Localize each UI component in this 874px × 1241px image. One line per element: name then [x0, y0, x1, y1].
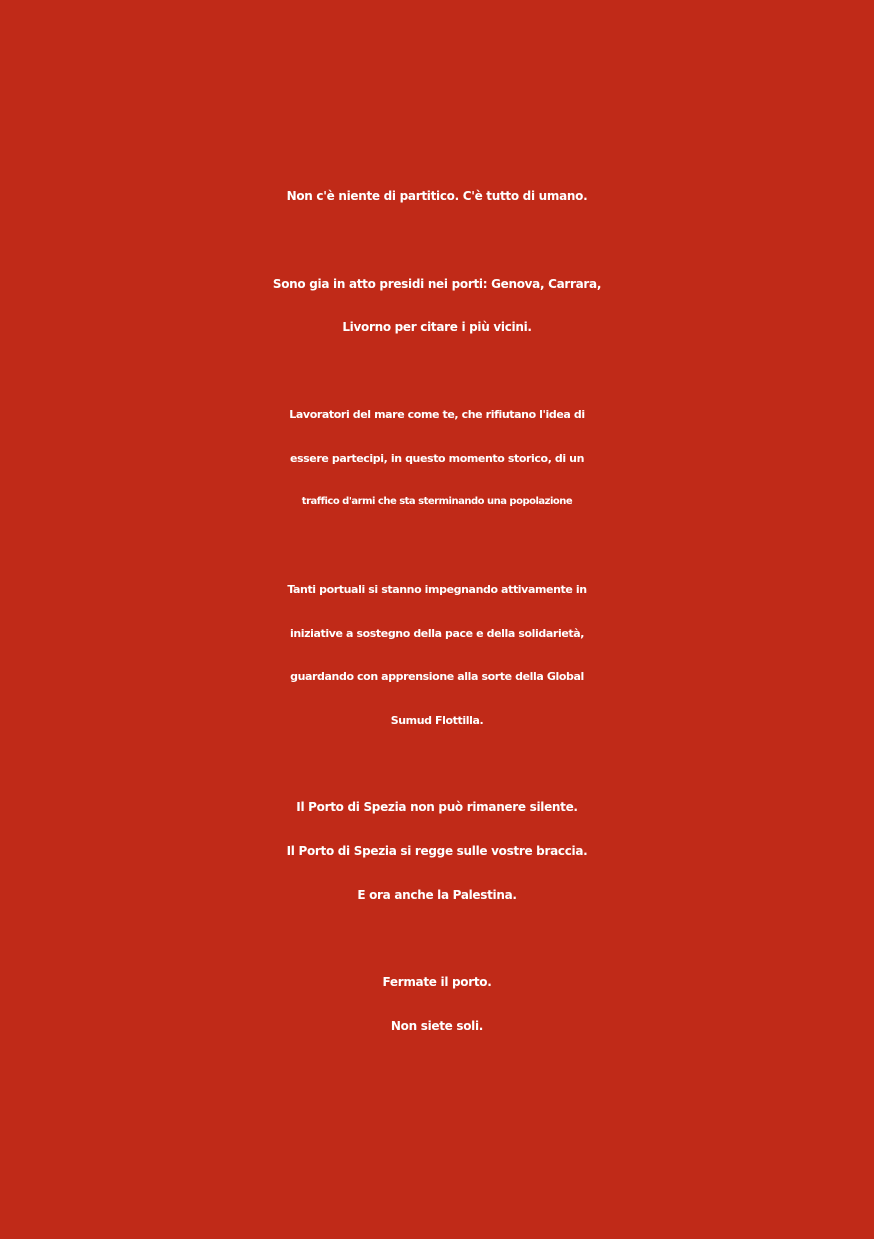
text-line: Fermate il porto. [382, 975, 492, 989]
text-line: Il Porto di Spezia non può rimanere silente. [296, 800, 578, 814]
text-line: Lavoratori del mare come te, che rifiutano l'idea di [289, 408, 585, 421]
text-line: E ora anche la Palestina. [357, 888, 517, 902]
text-line: Il Porto di Spezia si regge sulle vostre braccia. [286, 844, 588, 858]
text-line: iniziative a sostegno della pace e della solidarietà, [289, 627, 585, 640]
text-line: Sono gia in atto presidi nei porti: Genova, Carrara, [272, 277, 602, 291]
text-line: Sumud Flottilla. [390, 714, 484, 727]
text-line: traffico d'armi che sta sterminando una popolazione [301, 496, 573, 507]
text-line: Non siete soli. [390, 1019, 484, 1033]
text-line: Tanti portuali si stanno impegnando attivamente in [287, 583, 587, 596]
text-line: essere partecipi, in questo momento storico, di un [289, 452, 585, 465]
text-line: guardando con apprensione alla sorte della Global [290, 670, 584, 683]
text-line: Livorno per citare i più vicini. [342, 320, 532, 334]
text-line: Non c'è niente di partitico. C'è tutto di umano. [286, 189, 588, 203]
